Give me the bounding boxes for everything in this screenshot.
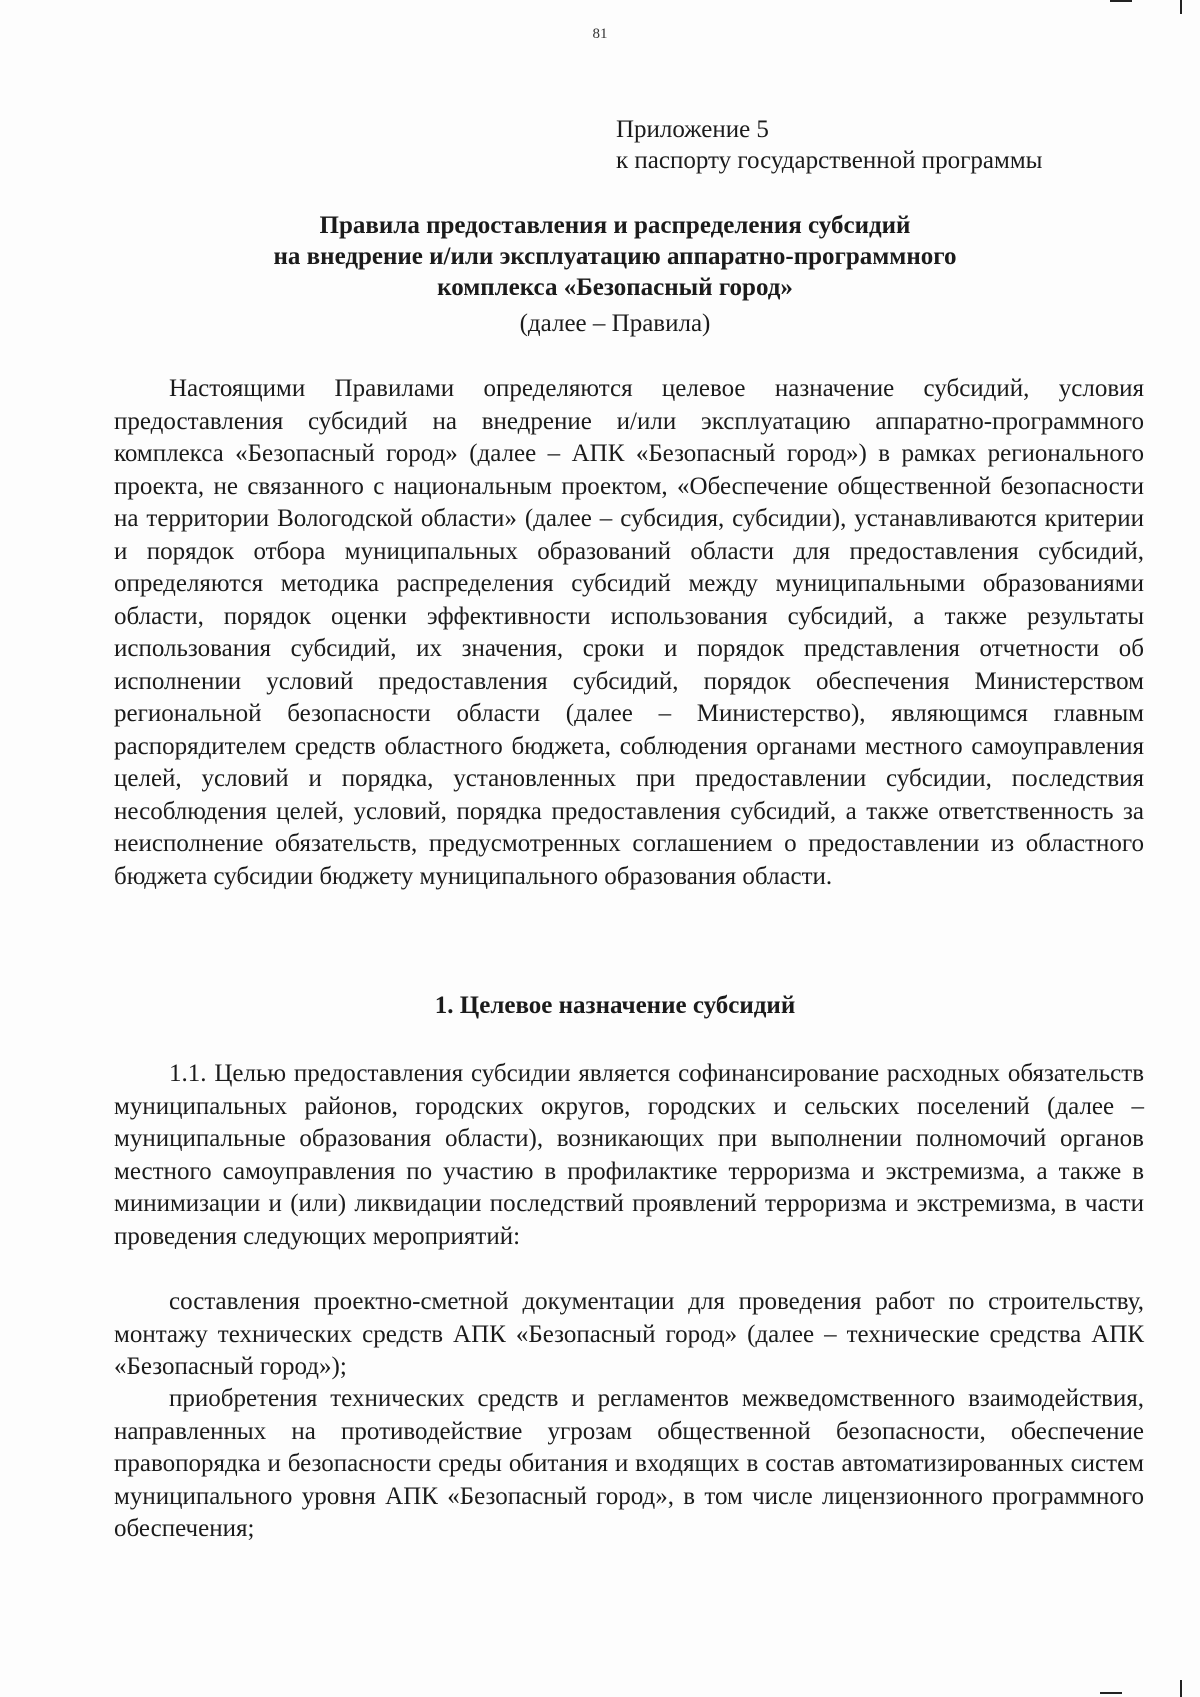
title-line-3: комплекса «Безопасный город»: [437, 274, 793, 301]
paragraph-1-1: 1.1. Целью предоставления субсидии является софинансирование расходных обязательств муниципальных районов, городских округов, городских и сельских поселений (далее – муниципальные образования области), возникающих при выполнении полномочий органов местного самоуправления по участию в профилактике терроризма и экстремизма, а также в минимизации и (или) ликвидации последствий проявлений терроризма и экстремизма, в части проведения следующих мероприятий:: [114, 1060, 1144, 1250]
appendix-line-2: к паспорту государственной программы: [616, 147, 1043, 174]
intro-paragraph: Настоящими Правилами определяются целевое назначение субсидий, условия предоставления субсидий на внедрение и/или эксплуатацию аппаратно-программного комплекса «Безопасный город» (далее – АПК «Безопасный город») в рамках регионального проекта, не связанного с национальным проектом, «Обеспечение общественной безопасности на территории Вологодской области» (далее – субсидия, субсидии), устанавливаются критерии и порядок отбора муниципальных образований области для предоставления субсидий, определяются методика распределения субсидий между муниципальными образованиями области, порядок оценки эффективности использования субсидий, а также результаты использования субсидий, их значения, сроки и порядок представления отчетности об исполнении условий предоставления субсидий, порядок обеспечения Министерством региональной безопасности области (далее – Министерство), являющимся главным распорядителем средств областного бюджета, соблюдения органами местного самоуправления целей, условий и порядка, установленных при предоставлении субсидии, последствия несоблюдения целей, условий, порядка предоставления субсидий, а также ответственность за неисполнение обязательств, предусмотренных соглашением о предоставлении из областного бюджета субсидии бюджету муниципального образования области.: [114, 375, 1144, 890]
document-title: [110, 210, 1120, 303]
section-1-heading: 1. Целевое назначение субсидий: [434, 992, 796, 1019]
paragraph-design-documentation: составления проектно-сметной документации для проведения работ по строительству, монтажу технических средств АПК «Безопасный город» (далее – технические средства АПК «Безопасный город»);: [114, 1288, 1144, 1380]
scan-artifact: [1180, 1680, 1182, 1697]
appendix-note: [616, 114, 1042, 176]
appendix-line-1: Приложение 5: [616, 116, 769, 143]
scan-artifact: [1180, 0, 1182, 14]
paragraph-acquisition: приобретения технических средств и регламентов межведомственного взаимодействия, направленных на противодействие угрозам общественной безопасности, обеспечение правопорядка и безопасности среды обитания и входящих в состав автоматизированных систем муниципального уровня АПК «Безопасный город», в том числе лицензионного программного обеспечения;: [114, 1385, 1144, 1542]
title-line-1: Правила предоставления и распределения субсидий: [319, 212, 911, 239]
page-number: 81: [592, 26, 608, 42]
scan-artifact: [1110, 0, 1132, 2]
title-line-2: на внедрение и/или эксплуатацию аппаратно-программного: [273, 243, 957, 270]
document-subtitle: (далее – Правила): [519, 310, 711, 337]
scan-artifact: [1100, 1692, 1122, 1694]
